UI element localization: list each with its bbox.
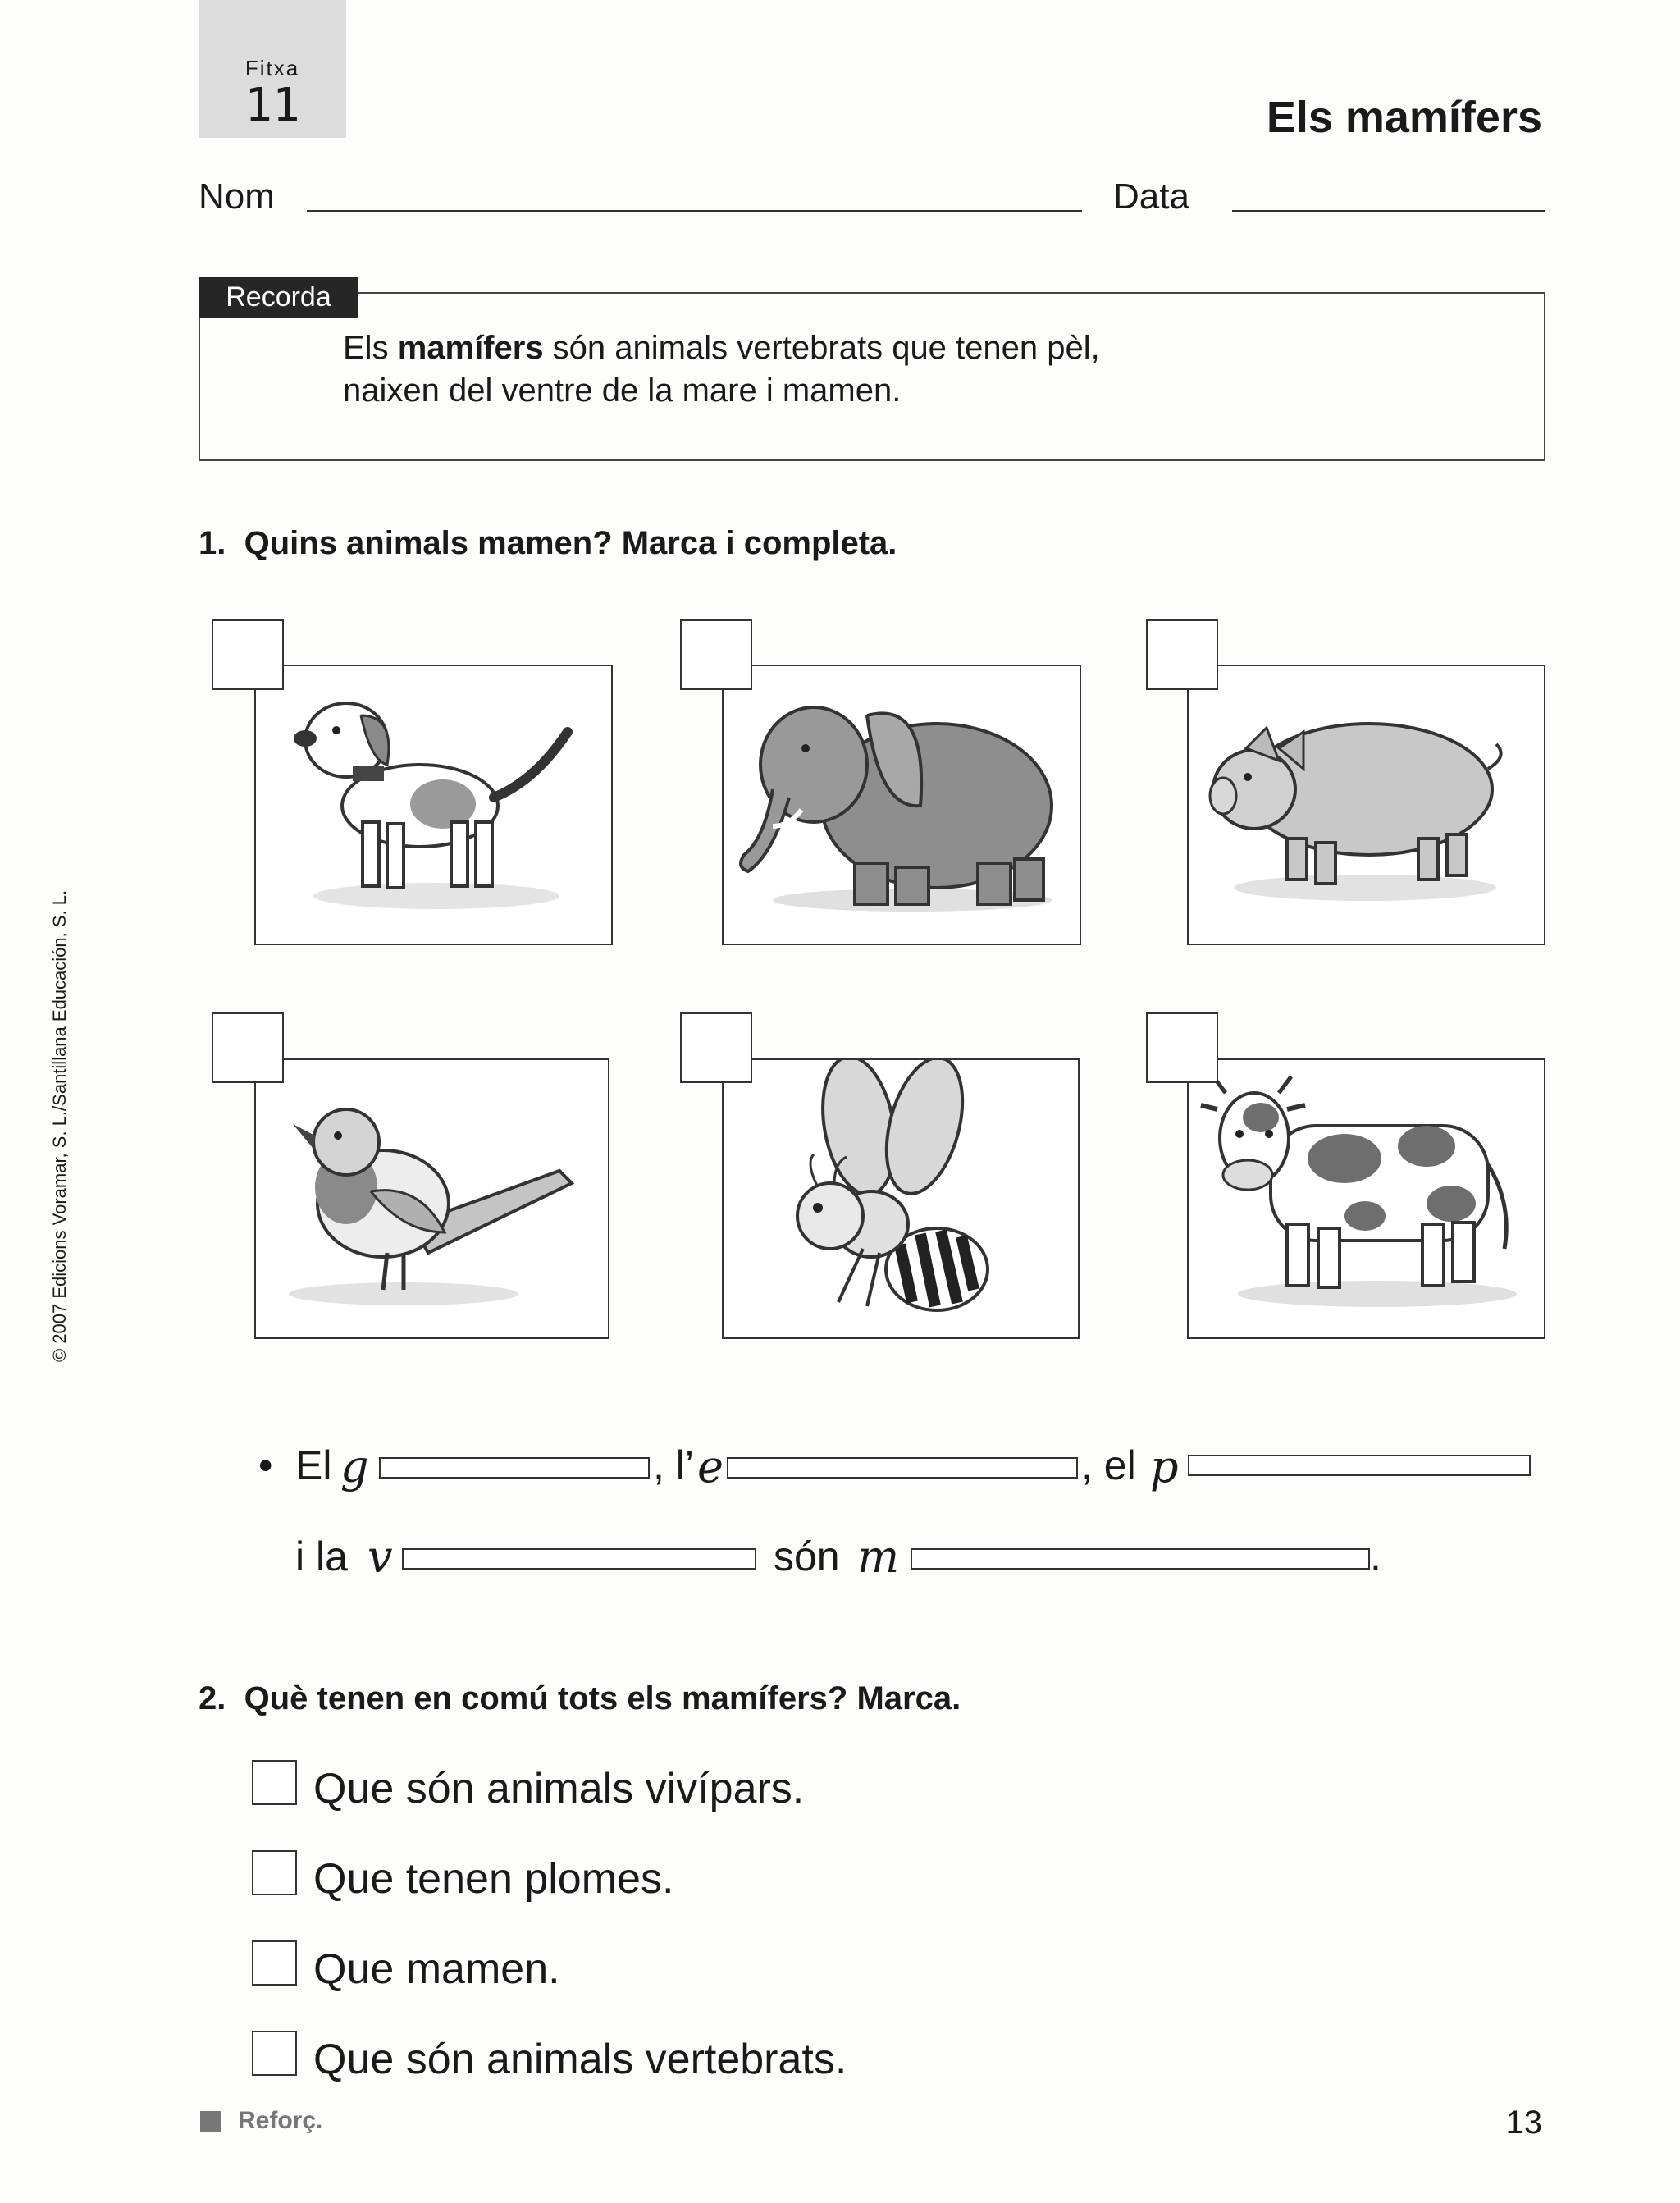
name-field[interactable] <box>307 210 1082 212</box>
name-label: Nom <box>199 176 275 217</box>
card-bird <box>254 1058 609 1339</box>
footer-label: Reforç. <box>238 2107 323 2134</box>
exercise1-text: Quins animals mamen? Marca i completa. <box>244 525 897 561</box>
card-cow <box>1187 1058 1545 1339</box>
hint-letter-p: p <box>1150 1441 1179 1492</box>
option-text-4: Que són animals vertebrats. <box>313 2036 847 2083</box>
option-text-2: Que tenen plomes. <box>313 1855 674 1903</box>
bird-illustration <box>256 1060 608 1337</box>
exercise1-title <box>199 525 897 562</box>
exercise2-text: Què tenen en comú tots els mamífers? Marca. <box>244 1680 961 1716</box>
option-checkbox-1[interactable] <box>252 1760 297 1805</box>
cow-illustration <box>1189 1060 1544 1337</box>
pig-illustration <box>1189 666 1544 944</box>
recorda-text-line2: naixen del ventre de la mare i mamen. <box>343 372 902 409</box>
sentence-son: són <box>774 1533 840 1579</box>
card-elephant <box>722 665 1081 945</box>
exercise2-number: 2. <box>199 1680 226 1716</box>
recorda-text <box>343 327 1508 412</box>
sentence-comma-l: , l’ <box>653 1442 694 1488</box>
checkbox-cow[interactable] <box>1146 1012 1218 1083</box>
checkbox-dog[interactable] <box>212 619 284 690</box>
blank-cow[interactable] <box>402 1548 756 1570</box>
date-label: Data <box>1113 176 1189 217</box>
blank-elephant[interactable] <box>727 1457 1078 1479</box>
copyright-text: © 2007 Edicions Voramar, S. L./Santillana Educación, S. L. <box>49 889 70 1362</box>
exercise2-title <box>199 1680 961 1717</box>
card-bee <box>722 1058 1080 1339</box>
blank-pig[interactable] <box>1188 1455 1531 1476</box>
fitxa-label: Fitxa <box>244 56 300 80</box>
recorda-tag: Recorda <box>199 277 358 318</box>
fitxa-tab <box>199 0 346 138</box>
page-number: 13 <box>1505 2105 1542 2141</box>
footer-square-icon <box>200 2111 221 2132</box>
date-field[interactable] <box>1232 210 1545 212</box>
hint-letter-e: e <box>697 1441 724 1492</box>
sentence-i-la: i la <box>295 1533 348 1579</box>
sentence-bullet: • <box>258 1442 273 1488</box>
recorda-keyword: mamífers <box>397 330 544 366</box>
exercise1-number: 1. <box>199 525 226 561</box>
recorda-text-start: Els <box>343 330 398 366</box>
page-title: Els mamífers <box>1266 93 1542 142</box>
card-pig <box>1187 665 1545 945</box>
option-checkbox-4[interactable] <box>252 2031 297 2076</box>
dog-illustration <box>256 666 611 944</box>
blank-dog[interactable] <box>379 1457 650 1479</box>
hint-letter-g: g <box>340 1441 369 1492</box>
hint-letter-v: v <box>368 1531 393 1583</box>
checkbox-elephant[interactable] <box>680 619 752 690</box>
bee-illustration <box>724 1060 1078 1337</box>
blank-mammals[interactable] <box>911 1548 1370 1570</box>
elephant-illustration <box>724 666 1080 944</box>
sentence-comma-el: , el <box>1081 1442 1136 1488</box>
checkbox-bird[interactable] <box>212 1012 284 1083</box>
option-text-1: Que són animals vivípars. <box>313 1765 805 1812</box>
recorda-text-rest: són animals vertebrats que tenen pèl, <box>543 330 1100 366</box>
card-dog <box>254 665 613 945</box>
checkbox-bee[interactable] <box>680 1012 752 1083</box>
option-checkbox-2[interactable] <box>252 1850 297 1895</box>
sentence-el: El <box>295 1442 332 1488</box>
checkbox-pig[interactable] <box>1146 619 1218 690</box>
option-text-3: Que mamen. <box>313 1945 560 1993</box>
hint-letter-m: m <box>857 1531 900 1583</box>
sentence-period: . <box>1370 1533 1381 1579</box>
fitxa-number: 11 <box>244 79 300 132</box>
option-checkbox-3[interactable] <box>252 1940 297 1986</box>
